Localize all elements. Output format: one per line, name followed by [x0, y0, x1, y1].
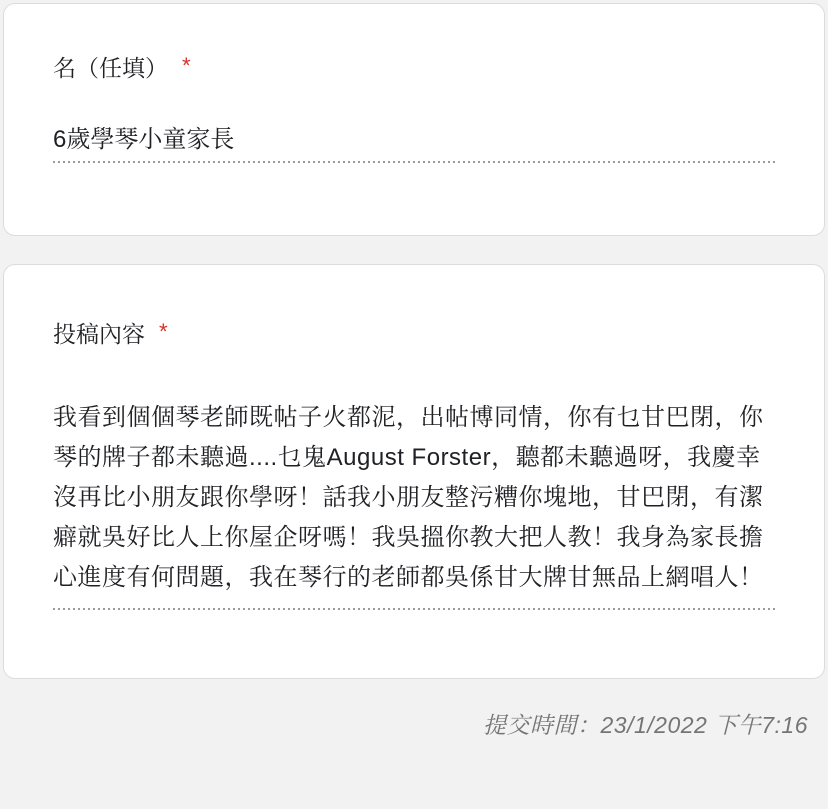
answer-underline [53, 161, 775, 163]
required-asterisk: * [159, 319, 168, 344]
question-label: 名（任填） [53, 55, 168, 81]
submission-timestamp: 提交時間：23/1/2022 下午7:16 [483, 712, 808, 738]
question-card-content [3, 264, 825, 679]
required-asterisk: * [182, 53, 191, 78]
form-response-page [0, 3, 828, 809]
question-label: 投稿內容 [53, 321, 145, 347]
footer [0, 707, 808, 740]
answer-underline [53, 608, 775, 610]
question-card-name [3, 3, 825, 236]
question-title-row [53, 319, 775, 349]
answer-text: 6歲學琴小童家長 [53, 126, 235, 153]
question-title-row [53, 53, 775, 83]
answer-text: 我看到個個琴老師既帖子火都泥，出帖博同情，你有乜甘巴閉，你琴的牌子都未聽過....乜鬼August Forster，聽都未聽過呀，我慶幸沒再比小朋友跟你學呀！話我小朋友整污糟你塊地，甘巴閉，有潔癖就吳好比人上你屋企呀嗎！我吳搵你教大把人教！我身為家長擔心進度有何問題，我在琴行的老師都吳係甘大牌甘無品上網唱人！ [53, 404, 764, 591]
